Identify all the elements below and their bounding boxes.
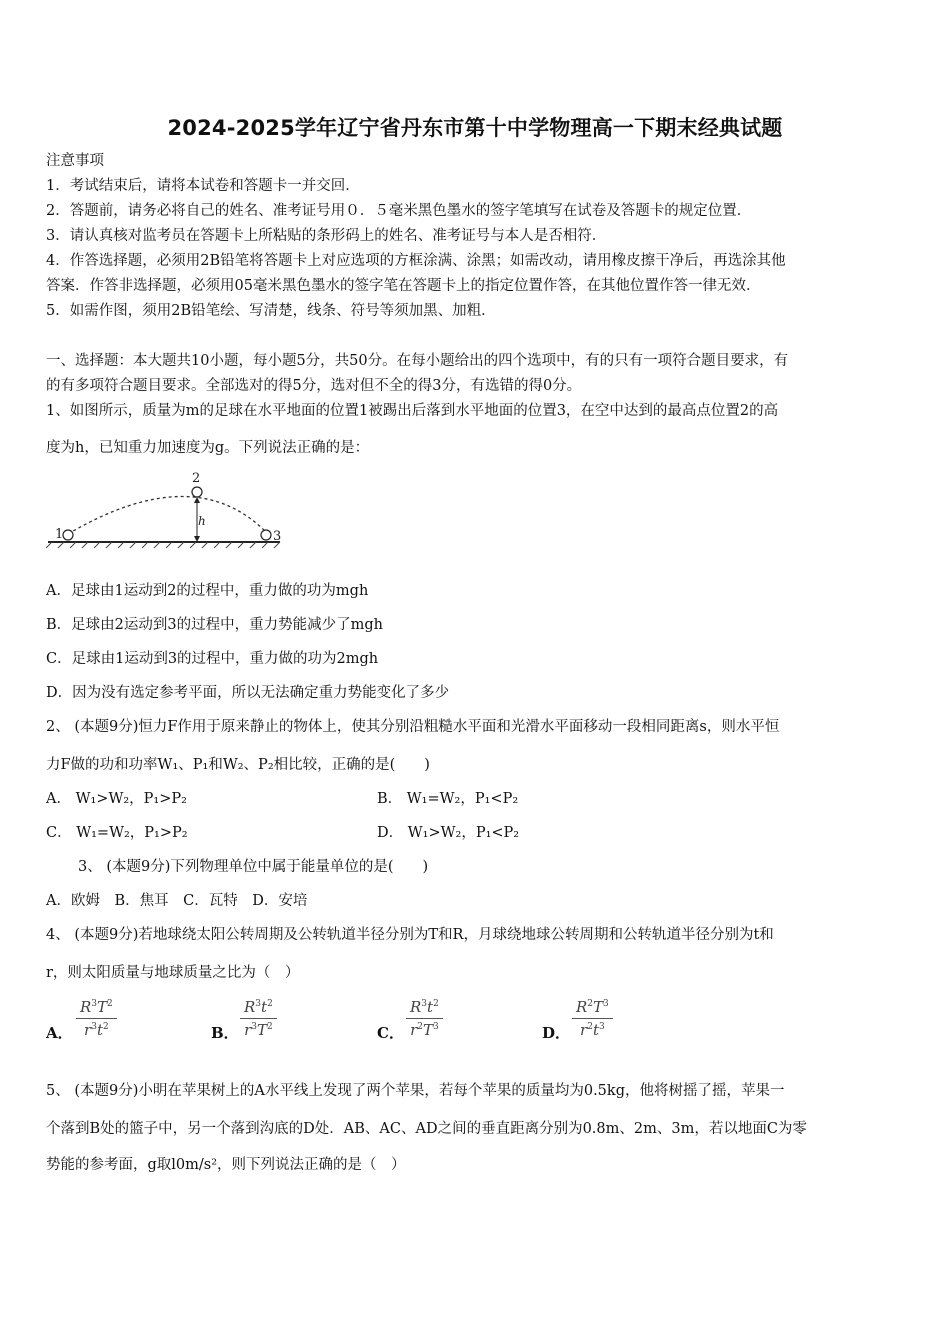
- label-position-3: 3: [273, 529, 282, 544]
- question-3-options[interactable]: A．欧姆 B．焦耳 C．瓦特 D．安培: [46, 893, 308, 909]
- section-instructions: 的有多项符合题目要求。全部选对的得5分，选对但不全的得3分，有选错的得0分。: [46, 378, 582, 394]
- question-1-option-a[interactable]: A．足球由1运动到2的过程中，重力做的功为mgh: [46, 583, 369, 599]
- question-3-stem: 3、 (本题9分)下列物理单位中属于能量单位的是( ): [78, 859, 429, 875]
- label-height-h: h: [198, 514, 206, 528]
- question-4-option-d-formula[interactable]: $\frac{R^2T^3}{r^2t^3}$: [572, 998, 613, 1039]
- notice-heading: 注意事项: [46, 153, 104, 169]
- question-1-option-d[interactable]: D．因为没有选定参考平面，所以无法确定重力势能变化了多少: [46, 685, 450, 701]
- ball-position-2: [192, 487, 202, 497]
- question-4-option-d-label[interactable]: D．: [542, 1024, 571, 1042]
- section-instructions: 一、选择题：本大题共10小题，每小题5分，共50分。在每小题给出的四个选项中，有的只有一项符合题目要求，有: [46, 353, 789, 369]
- question-4-option-b-formula[interactable]: $\frac{R^3t^2}{r^3T^2}$: [240, 998, 277, 1039]
- question-4-option-a-label[interactable]: A．: [46, 1024, 73, 1042]
- question-5-stem: 势能的参考面，g取l0m/s²，则下列说法正确的是（ ）: [46, 1157, 406, 1173]
- question-4-option-a-formula[interactable]: $\frac{R^3T^2}{r^3t^2}$: [76, 998, 117, 1039]
- question-2-option-c[interactable]: C． W₁=W₂，P₁>P₂: [46, 825, 188, 841]
- question-2-option-d[interactable]: D． W₁>W₂，P₁<P₂: [377, 825, 520, 841]
- question-4-option-b-label[interactable]: B．: [211, 1024, 239, 1042]
- question-4-stem: r，则太阳质量与地球质量之比为（ ）: [46, 965, 300, 981]
- question-5-stem: 个落到B处的篮子中，另一个落到沟底的D处．AB、AC、AD之间的垂直距离分别为0.8m、2m、3m，若以地面C为零: [46, 1121, 807, 1137]
- exam-title: 2024-2025学年辽宁省丹东市第十中学物理高一下期末经典试题: [167, 116, 783, 140]
- question-5-stem: 5、 (本题9分)小明在苹果树上的A水平线上发现了两个苹果，若每个苹果的质量均为0.5kg，他将树摇了摇，苹果一: [46, 1083, 785, 1099]
- question-1-stem: 度为h，已知重力加速度为g。下列说法正确的是：: [46, 440, 370, 456]
- notice-item: 4．作答选择题，必须用2B铅笔将答题卡上对应选项的方框涂满、涂黑；如需改动，请用橡皮擦干净后，再选涂其他: [46, 253, 786, 269]
- notice-item: 2．答题前，请务必将自己的姓名、准考证号用０．５毫米黑色墨水的签字笔填写在试卷及答题卡的规定位置．: [46, 203, 752, 219]
- question-4-option-c-formula[interactable]: $\frac{R^3t^2}{r^2T^3}$: [406, 998, 443, 1039]
- question-2-option-b[interactable]: B． W₁=W₂，P₁<P₂: [377, 791, 519, 807]
- question-1-option-b[interactable]: B．足球由2运动到3的过程中，重力势能减少了mgh: [46, 617, 383, 633]
- question-1-stem: 1、如图所示，质量为m的足球在水平地面的位置1被踢出后落到水平地面的位置3，在空中达到的最高点位置2的高: [46, 403, 779, 419]
- question-2-option-a[interactable]: A． W₁>W₂，P₁>P₂: [46, 791, 187, 807]
- question-4-option-c-label[interactable]: C．: [377, 1024, 404, 1042]
- ball-position-3: [261, 530, 271, 540]
- question-4-stem: 4、 (本题9分)若地球绕太阳公转周期及公转轨道半径分别为T和R，月球绕地球公转周期和公转轨道半径分别为t和: [46, 927, 774, 943]
- notice-item: 5．如需作图，须用2B铅笔绘、写清楚，线条、符号等须加黑、加粗．: [46, 303, 496, 319]
- question-2-stem: 2、 (本题9分)恒力F作用于原来静止的物体上，使其分别沿粗糙水平面和光滑水平面移动一段相同距离s，则水平恒: [46, 719, 780, 735]
- notice-item: 3．请认真核对监考员在答题卡上所粘贴的条形码上的姓名、准考证号与本人是否相符．: [46, 228, 607, 244]
- ball-position-1: [63, 530, 73, 540]
- notice-item: 1．考试结束后，请将本试卷和答题卡一并交回．: [46, 178, 360, 194]
- question-1-option-c[interactable]: C．足球由1运动到3的过程中，重力做的功为2mgh: [46, 651, 379, 667]
- label-position-1: 1: [55, 527, 64, 542]
- notice-item: 答案．作答非选择题，必须用05毫米黑色墨水的签字笔在答题卡上的指定位置作答，在其他位置作答一律无效．: [46, 278, 761, 294]
- label-position-2: 2: [192, 471, 201, 486]
- question-2-stem: 力F做的功和功率W₁、P₁和W₂、P₂相比较，正确的是( ): [46, 757, 430, 773]
- football-trajectory-figure: [44, 470, 284, 550]
